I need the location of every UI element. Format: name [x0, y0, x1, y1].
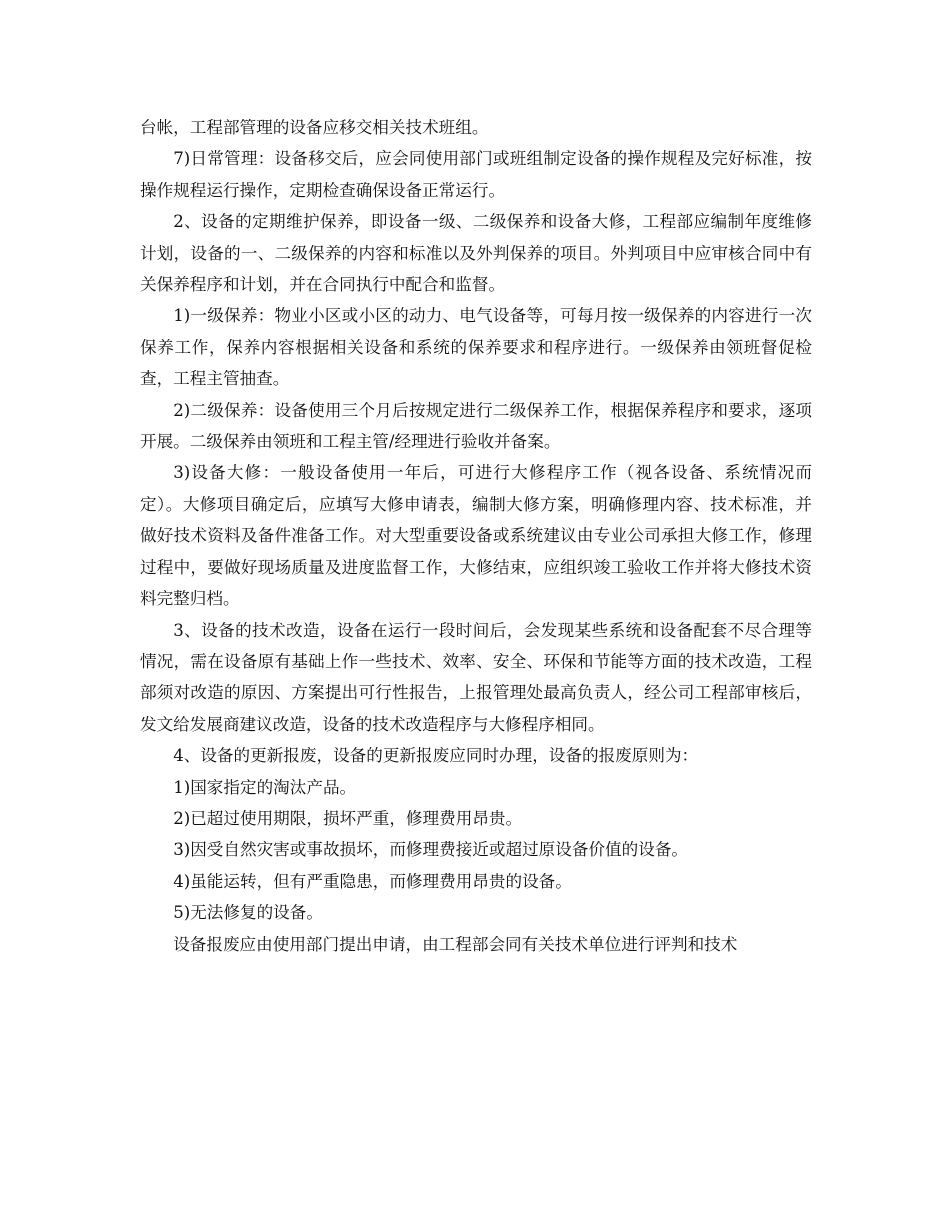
document-body: [140, 112, 812, 960]
paragraph-6: 3)设备大修：一般设备使用一年后，可进行大修程序工作（视各设备、系统情况而定）。大修项目确定后，应填写大修申请表，编制大修方案，明确修理内容、技术标准，并做好技术资料及备件准备工作。对大型重要设备或系统建议由专业公司承担大修工作，修理过程中，要做好现场质量及进度监督工作，大修结束，应组织竣工验收工作并将大修技术资料完整归档。: [140, 463, 812, 609]
paragraph-8: 4、设备的更新报废，设备的更新报废应同时办理，设备的报废原则为：: [173, 746, 699, 766]
paragraph-7: 3、设备的技术改造，设备在运行一段时间后，会发现某些系统和设备配套不尽合理等情况，需在设备原有基础上作一些技术、效率、安全、环保和节能等方面的技术改造，工程部须对改造的原因、方案提出可行性报告，上报管理处最高负责人，经公司工程部审核后，发文给发展商建议改造，设备的技术改造程序与大修程序相同。: [140, 620, 812, 734]
paragraph-1: 台帐，工程部管理的设备应移交相关技术班组。: [140, 118, 489, 137]
paragraph-11: 3)因受自然灾害或事故损坏，而修理费接近或超过原设备价值的设备。: [173, 840, 689, 860]
paragraph-5: 2)二级保养：设备使用三个月后按规定进行二级保养工作，根据保养程序和要求，逐项开展。二级保养由领班和工程主管/经理进行验收并备案。: [140, 400, 812, 452]
paragraph-13: 5)无法修复的设备。: [173, 903, 323, 923]
paragraph-12: 4)虽能运转，但有严重隐患，而修理费用昂贵的设备。: [173, 871, 572, 891]
paragraph-3: 2、设备的定期维护保养，即设备一级、二级保养和设备大修，工程部应编制年度维修计划，设备的一、二级保养的内容和标准以及外判保养的项目。外判项目中应审核合同中有关保养程序和计划，并在合同执行中配合和监督。: [140, 212, 812, 295]
paragraph-9: 1)国家指定的淘汰产品。: [173, 777, 357, 797]
paragraph-14: 设备报废应由使用部门提出申请，由工程部会同有关技术单位进行评判和技术: [173, 934, 738, 954]
paragraph-4: 1)一级保养：物业小区或小区的动力、电气设备等，可每月按一级保养的内容进行一次保养工作，保养内容根据相关设备和系统的保养要求和程序进行。一级保养由领班督促检查，工程主管抽查。: [140, 306, 812, 389]
paragraph-2: 7)日常管理：设备移交后，应会同使用部门或班组制定设备的操作规程及完好标准，按操作规程运行操作，定期检查确保设备正常运行。: [140, 149, 812, 200]
paragraph-10: 2)已超过使用期限，损坏严重，修理费用昂贵。: [173, 808, 523, 828]
